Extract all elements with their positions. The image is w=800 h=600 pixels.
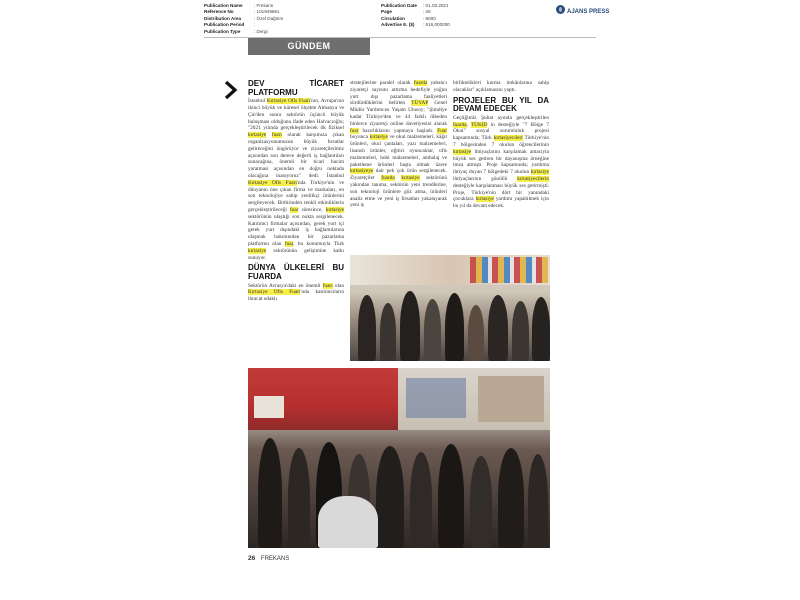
highlighted-keyword: kırtasiye [453,148,472,155]
highlighted-keyword: fuarda [413,80,428,86]
meta-label: Circulation [381,15,405,21]
highlighted-keyword: kırtasiye [248,132,267,139]
text-run: desteğiyle karşılanması büyük ses getirmişti. Proje, Türkiye'nin dört bir yanındaki çocuklara [453,182,549,203]
text-run: boyunca [350,134,370,141]
fair-crowd-photo [350,255,550,361]
highlighted-keyword: fuarı [322,282,333,289]
meta-row [381,22,450,28]
text-run: süresince, [298,206,326,213]
meta-row [204,29,283,35]
meta-label: Page [381,9,392,15]
article-column-1 [248,80,344,303]
chevron-right-icon [224,80,238,100]
highlighted-keyword: kırtasiyeye [350,168,374,175]
text-run: sektörünü yakından tanıma, sektörün yeni trendlerine, son teknoloji ürünlere göz atma, ürünleri analiz etme ve yeni iş fırsatları yakalayarak yeni iş [350,175,448,209]
highlighted-keyword: fuarda [453,121,467,128]
meta-value: : 01.03.2021 [423,3,449,8]
meta-value: : 8000 [423,15,436,21]
highlighted-keyword: fuarda [381,175,395,182]
text-run: olarak karşımıza çıkan organizasyonumuzun büyük fırsatlar getireceğini öngörüyor ve ziyaretçilerimiz açısından son derece değerli iş bağlantıları sunacağına, önemli bir ticari hacim yaratması açısından en doğru noktada olacağına inanıyoruz" dedi. İstanbul [248,132,344,179]
meta-label: Distribution Area [204,15,242,21]
text-run: yardımı yapabilmek için bu yıl da devam edecek. [453,196,549,210]
page-footer [248,555,289,562]
highlighted-keyword: kırtasiye [530,169,549,176]
text-run: 'nın, Avrupa'nın ikinci büyük ve küresel ölçekte Almanya ve Çin'den sonra sektörün üçüncü büyük buluşması olduğunu ifade eden Halvacıoğlu; "2021 yılında gerçekleştirilecek ilk fiziksel [248,98,344,132]
highlighted-keyword: kırtasiye [401,175,420,182]
text-run: ihtiyaçlarını karşılamak amacıyla büyük ses getiren bir dayanışma örneğine imza atmıştı. Proje kapsamında; yardıma ihtiyaç duyan 7 bölgedeki 7 okulun [453,148,549,176]
text-run: sektörünün ulaştığı son nokta sergilenecek. Katılımcı firmalar açısından, gerek yurt içi gerek yurt dışındaki iş bağlantılarına ulaşmak bakımından bir pazarlama platformu olan [248,213,344,247]
text-run: İstanbul [248,98,267,105]
highlighted-keyword: fuarı [271,132,282,139]
highlighted-keyword: fuar [350,127,359,134]
article-column-2 [350,80,447,209]
highlighted-keyword: Kırtasiye Ofis Fuarı [266,98,311,105]
text-run: Genel Müdür Yardımcısı Yaşam Ulusoy; "Şimdiye kadar Türkiye'den ve 44 farklı ülkeden binlerce ziyaretçi online davetiyesini alarak [350,100,447,127]
text-run: ve okul malzemeleri, kâğıt ürünleri, okul çantaları, yazı malzemeleri, lisanslı ürünler, eğitici oyuncaklar, ofis malzemeleri, hobi malzemeleri, ambalaj ve paketleme ürünleri başta olmak üzere [350,134,447,168]
text-run: 'nda Türkiye'nin ve dünyanın öne çıkan firma ve markaları, en son teknolojiye sahip yenilikçi ürünlerini sergileyecek. Birbirinden renkli etkinliklerin gerçekleştirileceği [248,179,344,213]
heading-dev-ticaret: DEV TİCARET PLATFORMU [248,79,344,97]
text-run: birliktelikleri kurma imkânlarına sahip olacaklar" açıklamasını yaptı. [453,80,549,93]
paragraph [248,98,344,261]
highlighted-keyword: fuar [289,206,299,213]
article-column-3 [453,80,549,210]
conference-audience-photo [248,368,550,548]
highlighted-keyword: kırtasiyecilerin [517,175,549,182]
publication-meta-left [204,3,283,35]
page-number: 26 [248,555,256,562]
highlighted-keyword: kırtasiyecileri [493,135,523,142]
meta-label: Advertise E. ($) [381,22,415,28]
highlighted-keyword: kırtasiye [475,196,494,203]
ajans-press-logo [556,4,609,15]
text-run: Sektörün Avrasya'daki en önemli [248,282,323,289]
meta-value: : 101949691 [254,9,280,15]
text-run: Geçtiğimiz Şubat ayında gerçekleştirilen [453,114,549,121]
text-run: dair pek çok ürün sergilenecek. Ziyaretçiler [350,168,447,182]
highlighted-keyword: Fuar [437,127,447,134]
highlighted-keyword: fuar [284,240,294,247]
highlighted-keyword: kırtasiye [325,206,344,213]
paragraph [248,283,344,303]
text-run: , bu konumuyla Türk [293,240,344,247]
meta-value: : Frekans [254,3,274,8]
meta-value: : [254,22,256,28]
highlighted-keyword: Kırtasiye Ofis Fuarı [248,289,301,296]
meta-value: : Dergi [254,28,268,34]
meta-value: : 26 [423,9,431,15]
meta-label: Publication Period [204,22,245,28]
text-run: ihtiyaçlarının gönüllü [453,175,518,182]
text-run: , [466,121,471,128]
highlighted-keyword: kırtasiye [369,134,388,141]
text-run: olan [332,282,344,289]
meta-value: : 516,000000 [423,22,450,28]
meta-label: Reference No [204,9,234,15]
text-run: yabancı ziyaretçi sayısını artırma hedefiyle yoğun yurt dışı pazarlama faaliyetleri sürdürdüklerini belirten [350,80,448,107]
meta-label: Publication Type [204,28,241,34]
heading-dunya-ulkeleri: DÜNYA ÜLKELERİ BU FUARDA [248,263,344,281]
text-run: Türkiye'nin 7 bölgesinden 7 okulun öğrencilerinin [453,135,549,148]
magazine-name: FREKANS [260,556,290,562]
paragraph [453,115,549,210]
highlighted-keyword: kırtasiye [248,247,267,254]
highlighted-keyword: Kırtasiye Ofis Fuarı [248,179,297,186]
text-run: sektörünün gelişimine katkı sunuyor. [248,247,344,261]
text-run: in desteğiyle "7 Bölge 7 Okul" sosyal sorumluluk projesi kapsamında; Türk [453,121,549,142]
logo-text: AJANS PRESS [567,9,610,15]
meta-label: Publication Name [204,3,243,8]
text-run: 'nda katılımcıların ihracat odaklı [248,289,344,303]
globe-icon [556,5,565,14]
meta-value: : Özel Dağıtım [254,15,284,21]
meta-label: Publication Date [381,3,417,8]
section-banner: GÜNDEM [248,38,370,55]
highlighted-keyword: TÜKİD [470,121,488,128]
text-run: stratejilerine paralel olarak [350,80,414,86]
highlighted-keyword: TÜYAP [411,100,429,107]
paragraph [453,80,549,94]
text-run: hazırlıklarını yapmaya başladı. [358,127,438,134]
heading-projeler: PROJELER BU YIL DA DEVAM EDECEK [453,95,549,114]
paragraph [350,80,447,209]
publication-meta-right [381,3,450,29]
